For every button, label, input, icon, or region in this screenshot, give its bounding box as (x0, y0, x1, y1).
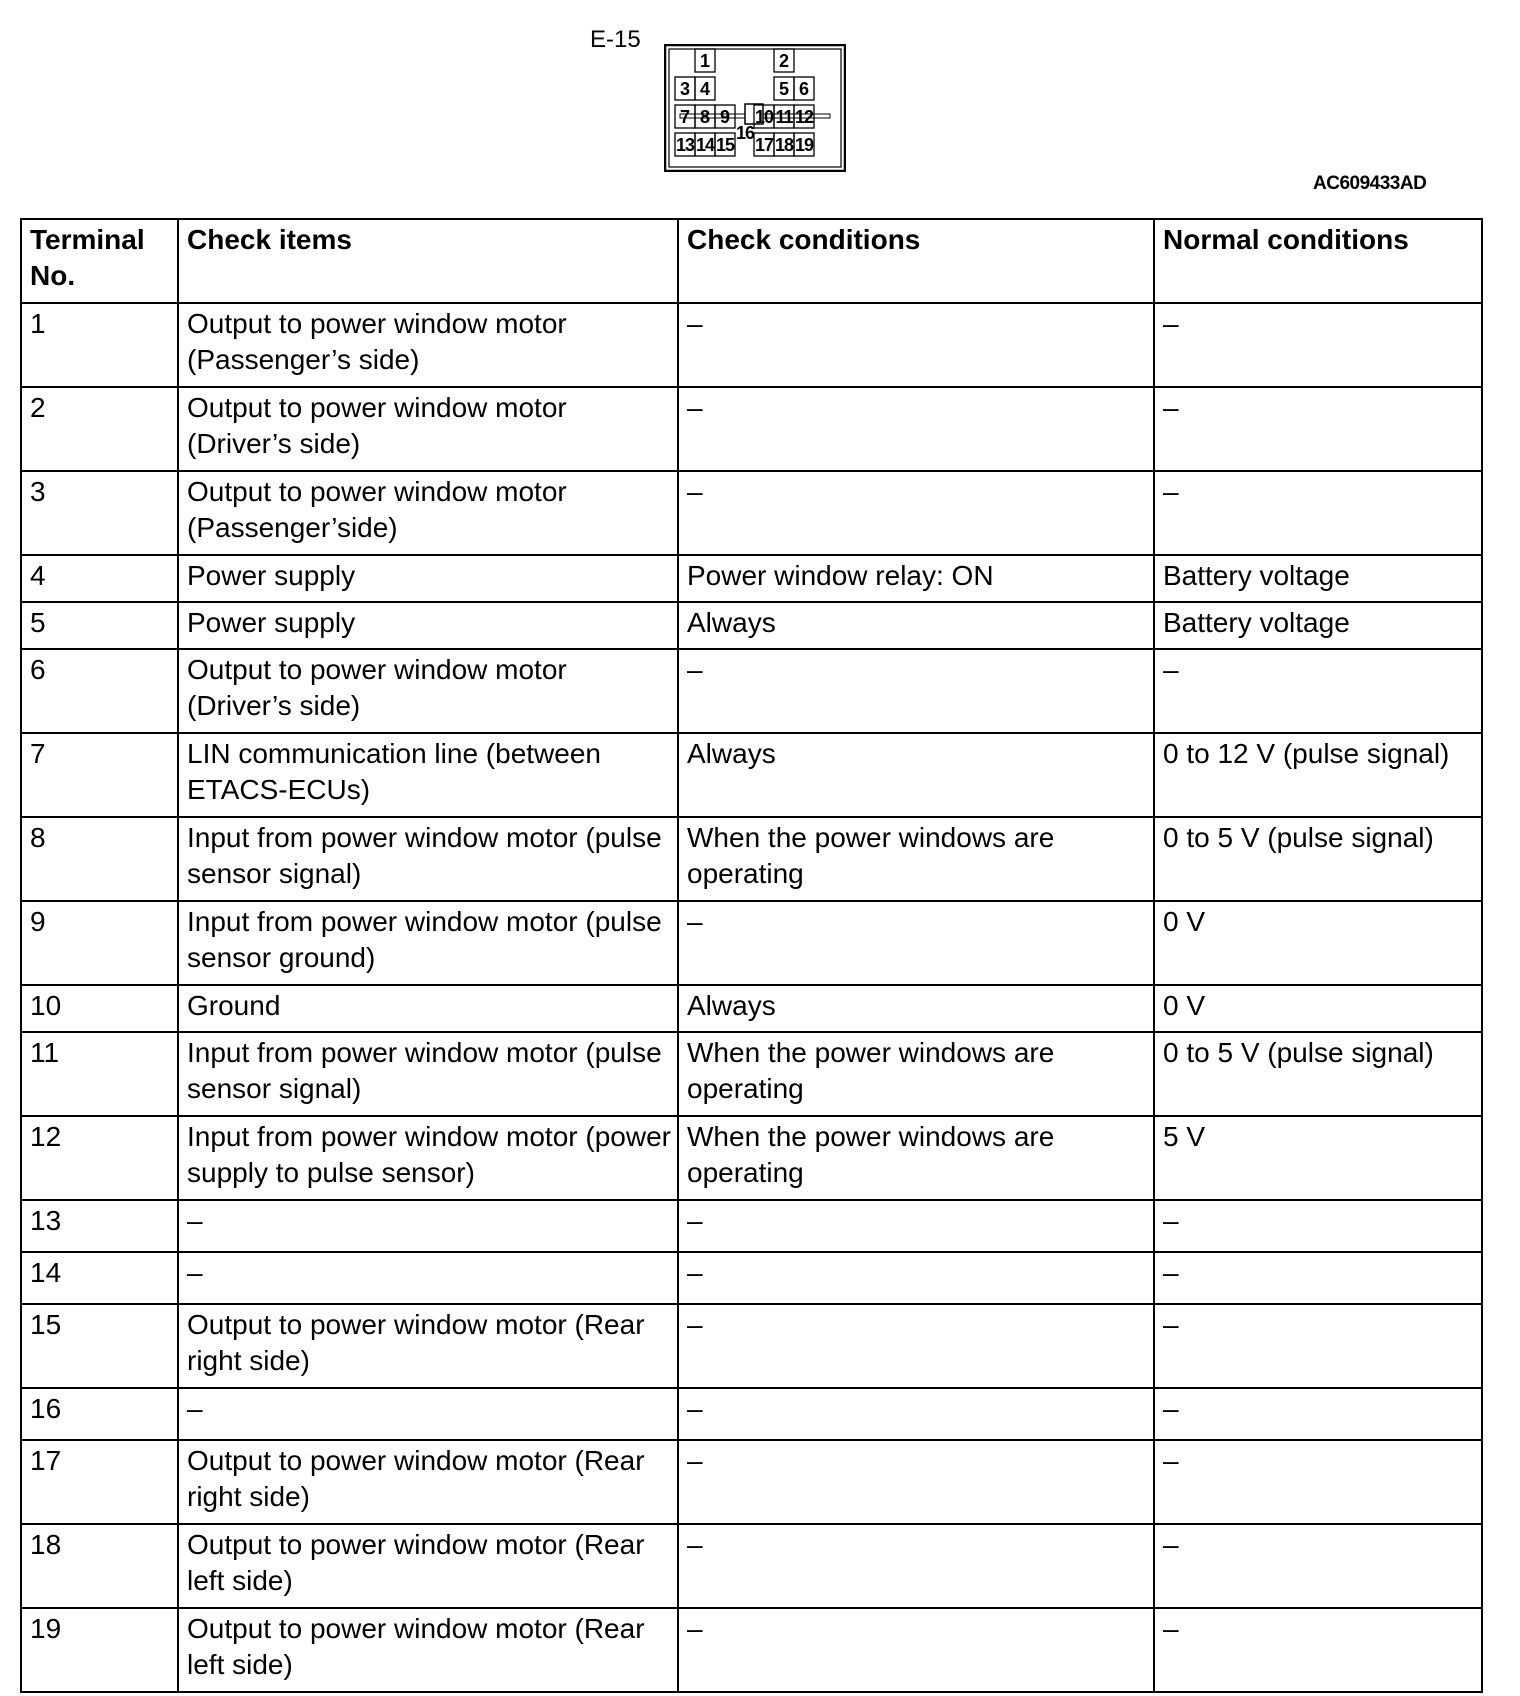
cell-check-item: – (178, 1252, 678, 1304)
cell-terminal-no: 9 (21, 901, 178, 985)
cell-normal-condition: 0 V (1154, 985, 1482, 1032)
cell-normal-condition: 0 V (1154, 901, 1482, 985)
cell-check-condition: When the power windows are operating (678, 1116, 1154, 1200)
cell-check-item: Output to power window motor (Rear left side) (178, 1524, 678, 1608)
cell-terminal-no: 1 (21, 303, 178, 387)
header-normal-conditions: Normal conditions (1154, 219, 1482, 303)
cell-normal-condition: Battery voltage (1154, 555, 1482, 602)
cell-check-item: Input from power window motor (pulse sensor signal) (178, 1032, 678, 1116)
cell-check-item: – (178, 1200, 678, 1252)
cell-normal-condition: – (1154, 649, 1482, 733)
pin-label-16: 16 (735, 123, 755, 143)
cell-normal-condition: – (1154, 387, 1482, 471)
pin-label-12: 12 (794, 107, 814, 127)
cell-terminal-no: 6 (21, 649, 178, 733)
cell-check-condition: – (678, 1200, 1154, 1252)
table-row (21, 1200, 1482, 1252)
cell-terminal-no: 13 (21, 1200, 178, 1252)
header-terminal-no: Terminal No. (21, 219, 178, 303)
cell-normal-condition: 5 V (1154, 1116, 1482, 1200)
cell-check-condition: – (678, 901, 1154, 985)
cell-normal-condition: – (1154, 1440, 1482, 1524)
cell-terminal-no: 7 (21, 733, 178, 817)
cell-check-condition: Power window relay: ON (678, 555, 1154, 602)
cell-check-item: Output to power window motor (Rear right side) (178, 1304, 678, 1388)
cell-check-item: Power supply (178, 602, 678, 649)
cell-check-condition: – (678, 1608, 1154, 1692)
cell-check-condition: – (678, 387, 1154, 471)
pin-label-2: 2 (778, 51, 790, 71)
cell-check-item: LIN communication line (between ETACS-ECUs) (178, 733, 678, 817)
pin-label-1: 1 (699, 51, 711, 71)
cell-terminal-no: 2 (21, 387, 178, 471)
connector-diagram (664, 44, 846, 172)
table-row (21, 1608, 1482, 1692)
cell-terminal-no: 3 (21, 471, 178, 555)
cell-check-condition: – (678, 471, 1154, 555)
cell-check-condition: – (678, 649, 1154, 733)
cell-check-condition: – (678, 1388, 1154, 1440)
cell-check-condition: – (678, 1440, 1154, 1524)
pin-label-14: 14 (695, 135, 715, 155)
table-row (21, 471, 1482, 555)
cell-check-item: Power supply (178, 555, 678, 602)
cell-terminal-no: 4 (21, 555, 178, 602)
table-row (21, 901, 1482, 985)
table-row (21, 1304, 1482, 1388)
table-row (21, 555, 1482, 602)
cell-terminal-no: 15 (21, 1304, 178, 1388)
pin-label-11: 11 (775, 107, 793, 127)
table-row (21, 1524, 1482, 1608)
table-row (21, 602, 1482, 649)
cell-check-item: Output to power window motor (Rear right side) (178, 1440, 678, 1524)
cell-check-item: Input from power window motor (pulse sensor signal) (178, 817, 678, 901)
pin-label-6: 6 (798, 79, 810, 99)
cell-check-item: Output to power window motor (Driver’s side) (178, 387, 678, 471)
cell-check-condition: Always (678, 602, 1154, 649)
table-row (21, 1252, 1482, 1304)
table-row (21, 985, 1482, 1032)
cell-terminal-no: 18 (21, 1524, 178, 1608)
cell-check-item: Output to power window motor (Rear left side) (178, 1608, 678, 1692)
cell-terminal-no: 11 (21, 1032, 178, 1116)
cell-normal-condition: 0 to 12 V (pulse signal) (1154, 733, 1482, 817)
pin-label-8: 8 (699, 107, 711, 127)
pin-label-17: 17 (754, 135, 774, 155)
pin-label-15: 15 (715, 135, 735, 155)
pin-label-10: 10 (754, 107, 774, 127)
cell-terminal-no: 14 (21, 1252, 178, 1304)
cell-terminal-no: 17 (21, 1440, 178, 1524)
cell-check-condition: When the power windows are operating (678, 817, 1154, 901)
pin-label-7: 7 (679, 107, 691, 127)
cell-check-condition: Always (678, 985, 1154, 1032)
cell-normal-condition: – (1154, 471, 1482, 555)
cell-terminal-no: 10 (21, 985, 178, 1032)
table-row (21, 1440, 1482, 1524)
table-row (21, 303, 1482, 387)
cell-normal-condition: – (1154, 1388, 1482, 1440)
table-header-row (21, 219, 1482, 303)
cell-normal-condition: – (1154, 1608, 1482, 1692)
cell-terminal-no: 12 (21, 1116, 178, 1200)
table-row (21, 733, 1482, 817)
pin-label-19: 19 (794, 135, 814, 155)
cell-normal-condition: – (1154, 1252, 1482, 1304)
cell-normal-condition: – (1154, 303, 1482, 387)
cell-terminal-no: 5 (21, 602, 178, 649)
table-row (21, 1032, 1482, 1116)
cell-check-condition: – (678, 1252, 1154, 1304)
terminal-table (20, 218, 1483, 1693)
cell-check-item: Ground (178, 985, 678, 1032)
cell-check-item: Input from power window motor (power supply to pulse sensor) (178, 1116, 678, 1200)
connector-pins (675, 49, 814, 156)
cell-check-condition: – (678, 1304, 1154, 1388)
cell-terminal-no: 8 (21, 817, 178, 901)
pin-label-5: 5 (778, 79, 790, 99)
pin-label-4: 4 (699, 79, 711, 99)
cell-normal-condition: – (1154, 1524, 1482, 1608)
cell-check-condition: – (678, 1524, 1154, 1608)
pin-label-3: 3 (679, 79, 691, 99)
cell-normal-condition: – (1154, 1304, 1482, 1388)
figure-code: AC609433AD (1313, 173, 1427, 194)
cell-check-condition: – (678, 303, 1154, 387)
cell-normal-condition: 0 to 5 V (pulse signal) (1154, 1032, 1482, 1116)
cell-normal-condition: 0 to 5 V (pulse signal) (1154, 817, 1482, 901)
pin-label-13: 13 (675, 135, 695, 155)
cell-check-item: Output to power window motor (Driver’s side) (178, 649, 678, 733)
cell-terminal-no: 19 (21, 1608, 178, 1692)
cell-terminal-no: 16 (21, 1388, 178, 1440)
cell-check-item: – (178, 1388, 678, 1440)
pin-label-18: 18 (774, 135, 794, 155)
pin-label-9: 9 (719, 107, 731, 127)
connector-label: E-15 (590, 26, 641, 53)
cell-check-condition: When the power windows are operating (678, 1032, 1154, 1116)
cell-check-item: Output to power window motor (Passenger’s side) (178, 303, 678, 387)
table-row (21, 1116, 1482, 1200)
table-row (21, 387, 1482, 471)
cell-check-item: Input from power window motor (pulse sensor ground) (178, 901, 678, 985)
header-check-items: Check items (178, 219, 678, 303)
cell-normal-condition: Battery voltage (1154, 602, 1482, 649)
cell-normal-condition: – (1154, 1200, 1482, 1252)
header-check-conditions: Check conditions (678, 219, 1154, 303)
table-row (21, 817, 1482, 901)
table-row (21, 649, 1482, 733)
table-row (21, 1388, 1482, 1440)
cell-check-item: Output to power window motor (Passenger’side) (178, 471, 678, 555)
cell-check-condition: Always (678, 733, 1154, 817)
